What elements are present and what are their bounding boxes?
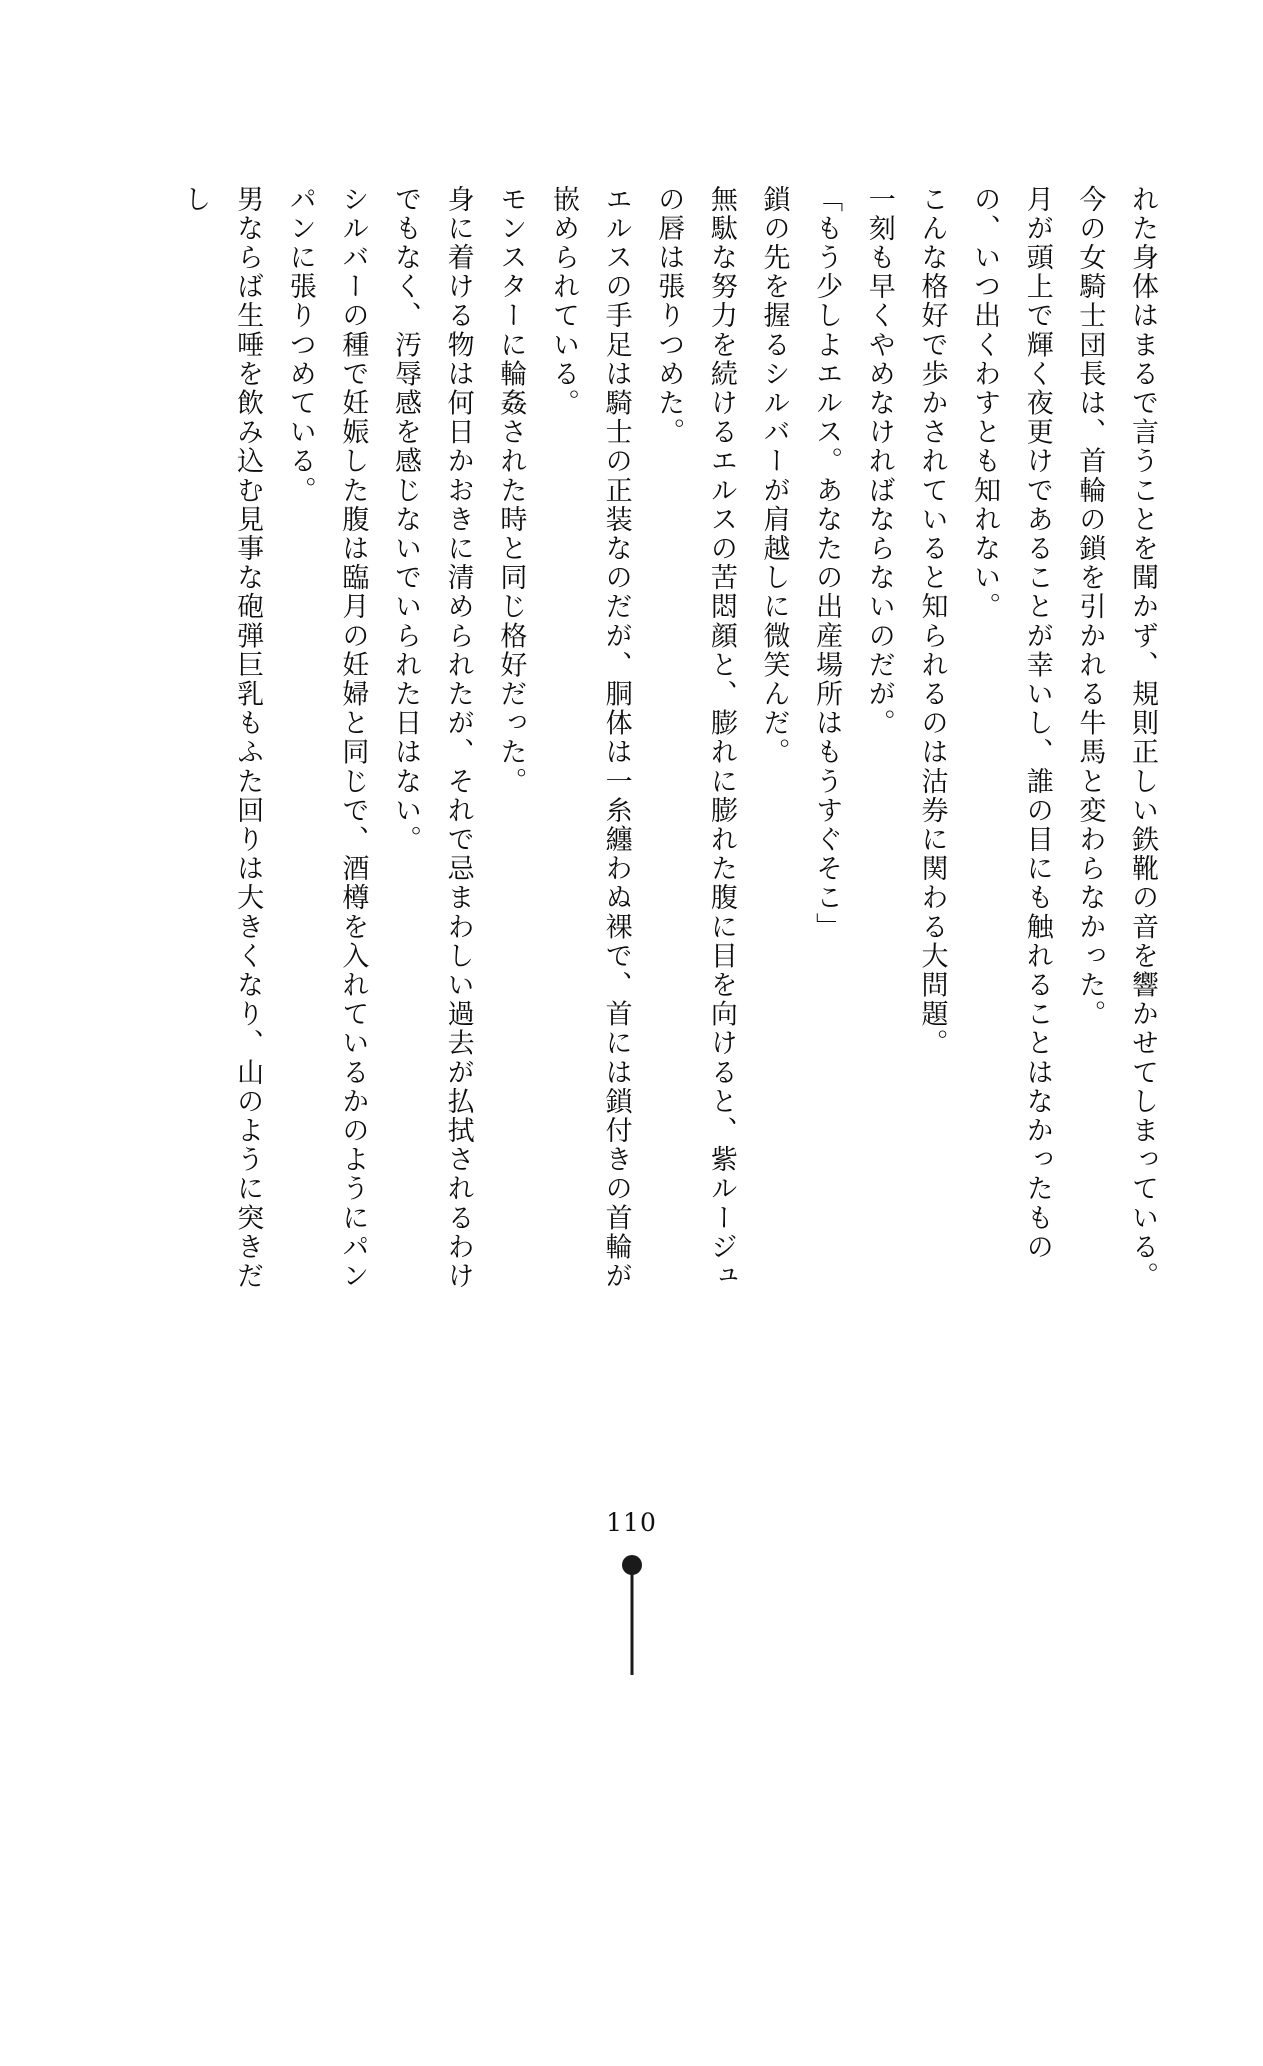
paragraph: 一刻も早くやめなければならないのだが。 <box>863 185 895 738</box>
ornament-icon <box>619 1555 645 1675</box>
paragraph: こんな格好で歩かされていると知られるのは沽券に関わる大問題。 <box>916 185 948 1058</box>
paragraph: モンスターに輪姦された時と同じ格好だった。 <box>495 185 527 797</box>
paragraph: エルスの手足は騎士の正装なのだが、胴体は一糸纏わぬ裸で、首には鎖付きの首輪が嵌められている。 <box>547 185 632 1291</box>
paragraph: 今の女騎士団長は、首輪の鎖を引かれる牛馬と変わらなかった。 <box>1074 185 1106 1029</box>
paragraph: 月が頭上で輝く夜更けであることが幸いし、誰の目にも触れることはなかったものの、いつ出くわすとも知れない。 <box>969 185 1053 1262</box>
paragraph: れた身体はまるで言うことを聞かず、規則正しい鉄靴の音を響かせてしまっている。 <box>1127 185 1158 1291</box>
paragraph: 鎖の先を握るシルバーが肩越しに微笑んだ。 <box>758 185 790 767</box>
ornament-stem-icon <box>630 1575 633 1675</box>
paragraph: 「もう少しよエルス。あなたの出産場所はもうすぐそこ」 <box>811 185 843 942</box>
vertical-text-body <box>158 185 1168 1315</box>
paragraph: シルバーの種で妊娠した腹は臨月の妊婦と同じで、酒樽を入れているかのようにパンパンに張りつめている。 <box>284 185 369 1291</box>
ornament-dot-icon <box>622 1555 642 1575</box>
paragraph: 無駄な努力を続けるエルスの苦悶顔と、膨れに膨れた腹に目を向けると、紫ルージュの唇は張りつめた。 <box>653 185 737 1291</box>
page-number: 110 <box>606 1508 657 1537</box>
paragraph: 身に着ける物は何日かおきに清められたが、それで忌まわしい過去が払拭されるわけでもなく、汚辱感を感じないでいられた日はない。 <box>390 185 474 1291</box>
paragraph: 男ならば生唾を飲み込む見事な砲弾巨乳もふた回りは大きくなり、山のように突きだし <box>179 185 264 1291</box>
